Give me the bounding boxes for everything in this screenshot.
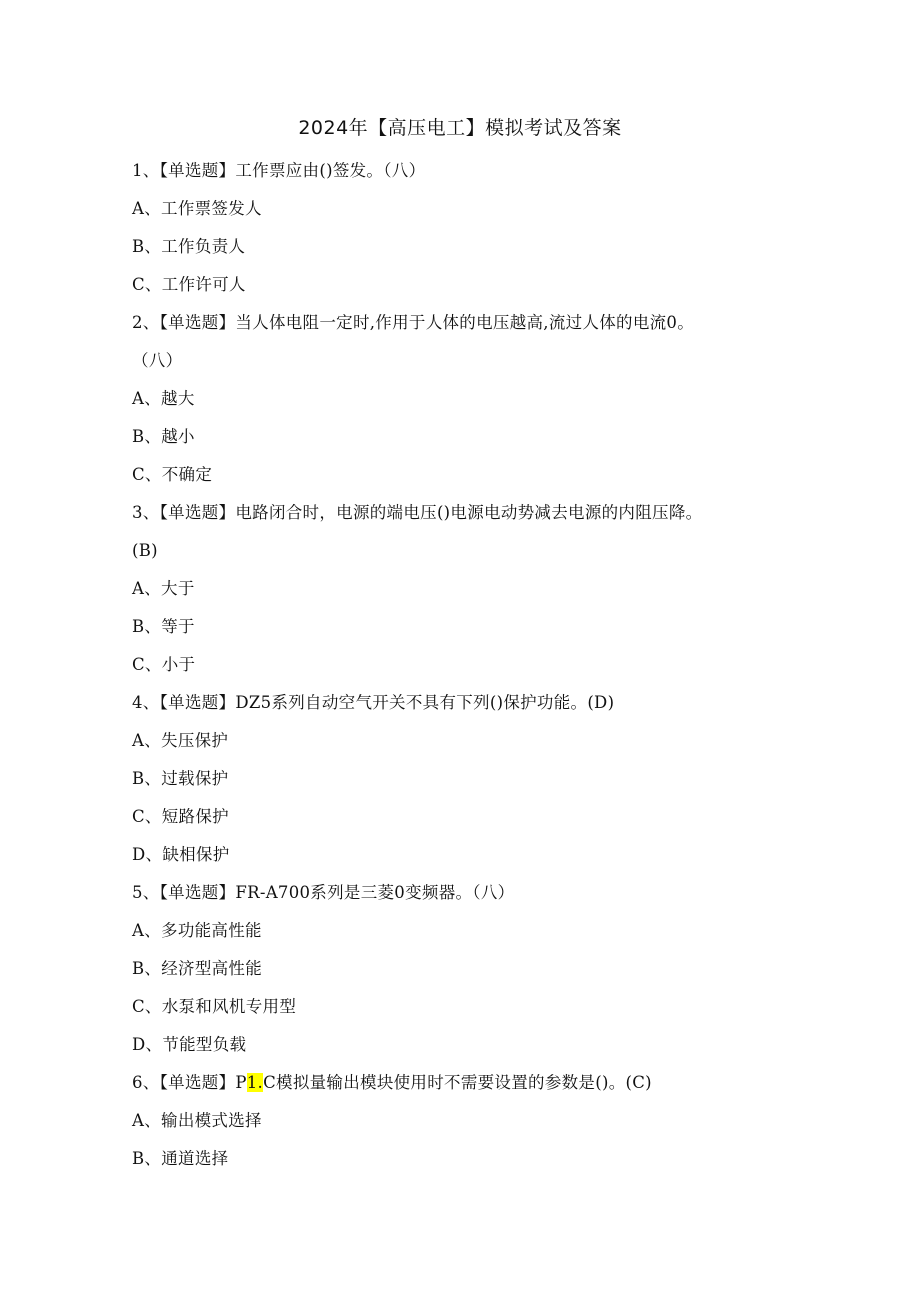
question-2-option-c: C、不确定 xyxy=(132,465,213,484)
question-6-highlight: 1. xyxy=(246,1073,264,1092)
question-1-option-a: A、工作票签发人 xyxy=(132,199,262,218)
question-5-option-b: B、经济型高性能 xyxy=(132,959,263,978)
question-1-stem: 1、【单选题】工作票应由()签发。（八） xyxy=(132,161,426,180)
question-2-option-b: B、越小 xyxy=(132,427,195,446)
question-1-option-b: B、工作负责人 xyxy=(132,237,246,256)
question-2-stem: 2、【单选题】当人体电阻一定时,作用于人体的电压越高,流过人体的电流0。 xyxy=(132,313,695,332)
question-4-option-a: A、失压保护 xyxy=(132,731,229,750)
question-6-stem xyxy=(132,1064,832,1102)
question-list xyxy=(132,152,832,1178)
question-3-option-a: A、大于 xyxy=(132,579,195,598)
question-2-option-a: A、越大 xyxy=(132,389,195,408)
question-3-option-b: B、等于 xyxy=(132,617,195,636)
document-title: 2024年【高压电工】模拟考试及答案 xyxy=(298,117,622,139)
question-5-stem: 5、【单选题】FR-A700系列是三菱0变频器。（八） xyxy=(132,883,515,902)
question-5-option-a: A、多功能高性能 xyxy=(132,921,262,940)
question-5-option-c: C、水泵和风机专用型 xyxy=(132,997,297,1016)
question-2-answer: （八） xyxy=(132,351,183,370)
question-6-stem-suffix: C模拟量输出模块使用时不需要设置的参数是()。(C) xyxy=(263,1073,652,1092)
question-1-option-c: C、工作许可人 xyxy=(132,275,246,294)
question-3-stem: 3、【单选题】电路闭合时，电源的端电压()电源电动势减去电源的内阻压降。 xyxy=(132,503,703,522)
question-6-option-a: A、输出模式选择 xyxy=(132,1111,262,1130)
question-4-option-c: C、短路保护 xyxy=(132,807,229,826)
question-4-stem: 4、【单选题】DZ5系列自动空气开关不具有下列()保护功能。(D) xyxy=(132,693,615,712)
question-6-stem-prefix: 6、【单选题】P xyxy=(132,1073,247,1092)
question-3-answer: (B) xyxy=(132,541,158,560)
question-3-option-c: C、小于 xyxy=(132,655,196,674)
question-4-option-d: D、缺相保护 xyxy=(132,845,230,864)
question-5-option-d: D、节能型负载 xyxy=(132,1035,247,1054)
question-6-option-b: B、通道选择 xyxy=(132,1149,229,1168)
question-4-option-b: B、过载保护 xyxy=(132,769,229,788)
